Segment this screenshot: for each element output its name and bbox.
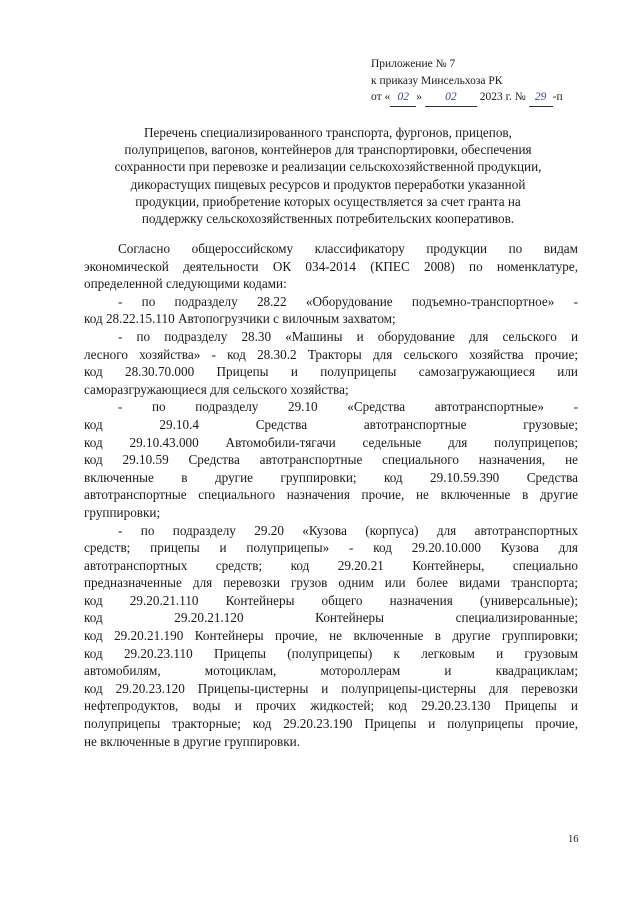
body-line: средств; прицепы и полуприцепы» - код 29.20.10.000 Кузова для — [84, 540, 578, 556]
body-line: - по подразделу 28.22 «Оборудование подъемно-транспортное» - — [118, 293, 578, 309]
body-line: включенные в другие группировки; код 29.10.59.390 Средства — [84, 469, 578, 485]
body-line: лесного хозяйства» - код 28.30.2 Тракторы для сельского хозяйства прочие; — [84, 346, 578, 362]
body-line: определенной следующими кодами: — [84, 276, 287, 292]
body-line: предназначенные для перевозки грузов одним или более видами транспорта; — [84, 575, 578, 591]
body-line: код 29.20.23.110 Прицепы (полуприцепы) к легковым и грузовым — [84, 645, 578, 661]
date-prefix: от « — [371, 91, 391, 103]
body-line: код 29.20.21.110 Контейнеры общего назначения (универсальные); — [84, 592, 578, 608]
body-line: не включенные в другие группировки. — [84, 733, 301, 749]
body-line: код 29.20.21.190 Контейнеры прочие, не включенные в другие группировки; — [84, 628, 578, 644]
body-line: код 29.20.21.120 Контейнеры специализированные; — [84, 610, 578, 626]
body-line: полуприцепы тракторные; код 29.20.23.190 Прицепы и полуприцепы прочие, — [84, 716, 578, 732]
appendix-title: Приложение № 7 — [371, 58, 456, 70]
date-year: 2023 г. № — [479, 91, 526, 103]
title-line: полуприцепов, вагонов, контейнеров для транспортировки, обеспечения — [124, 142, 532, 158]
body-line: - по подразделу 29.10 «Средства автотранспортные» - — [118, 399, 578, 415]
order-number: 29 — [529, 89, 553, 107]
body-line: автомобилям, мотоциклам, мотороллерам и квадрациклам; — [84, 663, 578, 679]
body-line: код 29.10.43.000 Автомобили-тягачи седельные для полуприцепов; — [84, 434, 578, 450]
body-line: - по подразделу 28.30 «Машины и оборудование для сельского и — [118, 328, 578, 344]
body-line: код 28.22.15.110 Автопогрузчики с вилочным захватом; — [84, 311, 396, 327]
body-line: экономической деятельности ОК 034-2014 (КПЕС 2008) по номенклатуре, — [84, 258, 578, 274]
body-line: - по подразделу 29.20 «Кузова (корпуса) для автотранспортных — [118, 522, 578, 538]
body-line: код 28.30.70.000 Прицепы и полуприцепы самозагружающиеся или — [84, 364, 578, 380]
title-line: дикорастущих пищевых ресурсов и продуктов переработки указанной — [130, 176, 526, 192]
body-line: код 29.20.23.120 Прицепы-цистерны и полуприцепы-цистерны для перевозки — [84, 680, 578, 696]
body-line: группировки; — [84, 504, 161, 520]
body-line: автотранспортные специального назначения прочие, не включенные в другие — [84, 487, 578, 503]
body-line: автотранспортных средств; код 29.20.21 Контейнеры, специально — [84, 557, 578, 573]
order-suffix: -п — [552, 91, 563, 103]
body-line: код 29.10.59 Средства автотранспортные специального назначения, не — [84, 452, 578, 468]
title-line: поддержку сельскохозяйственных потребительских кооперативов. — [141, 211, 515, 227]
appendix-date-line — [371, 89, 563, 107]
appendix-header — [371, 56, 563, 107]
body-line: код 29.10.4 Средства автотранспортные грузовые; — [84, 416, 578, 432]
date-day: 02 — [390, 89, 416, 107]
date-month: 02 — [425, 89, 477, 107]
appendix-order-ref: к приказу Минсельхоза РК — [371, 74, 503, 87]
body-line: нефтепродуктов, воды и прочих жидкостей; код 29.20.23.130 Прицепы и — [84, 698, 578, 714]
title-line: сохранности при перевозке и реализации сельскохозяйственной продукции, — [114, 159, 542, 175]
title-line: Перечень специализированного транспорта, фургонов, прицепов, — [144, 125, 512, 140]
body-line: саморазгружающиеся для сельского хозяйства; — [84, 381, 349, 397]
date-mid: » — [416, 91, 422, 103]
document-body — [84, 240, 578, 750]
document-title — [78, 124, 578, 227]
page-number: 16 — [568, 834, 579, 845]
body-line: Согласно общероссийскому классификатору продукции по видам — [118, 241, 578, 256]
title-line: продукции, приобретение которых осуществляется за счет гранта на — [135, 193, 521, 209]
